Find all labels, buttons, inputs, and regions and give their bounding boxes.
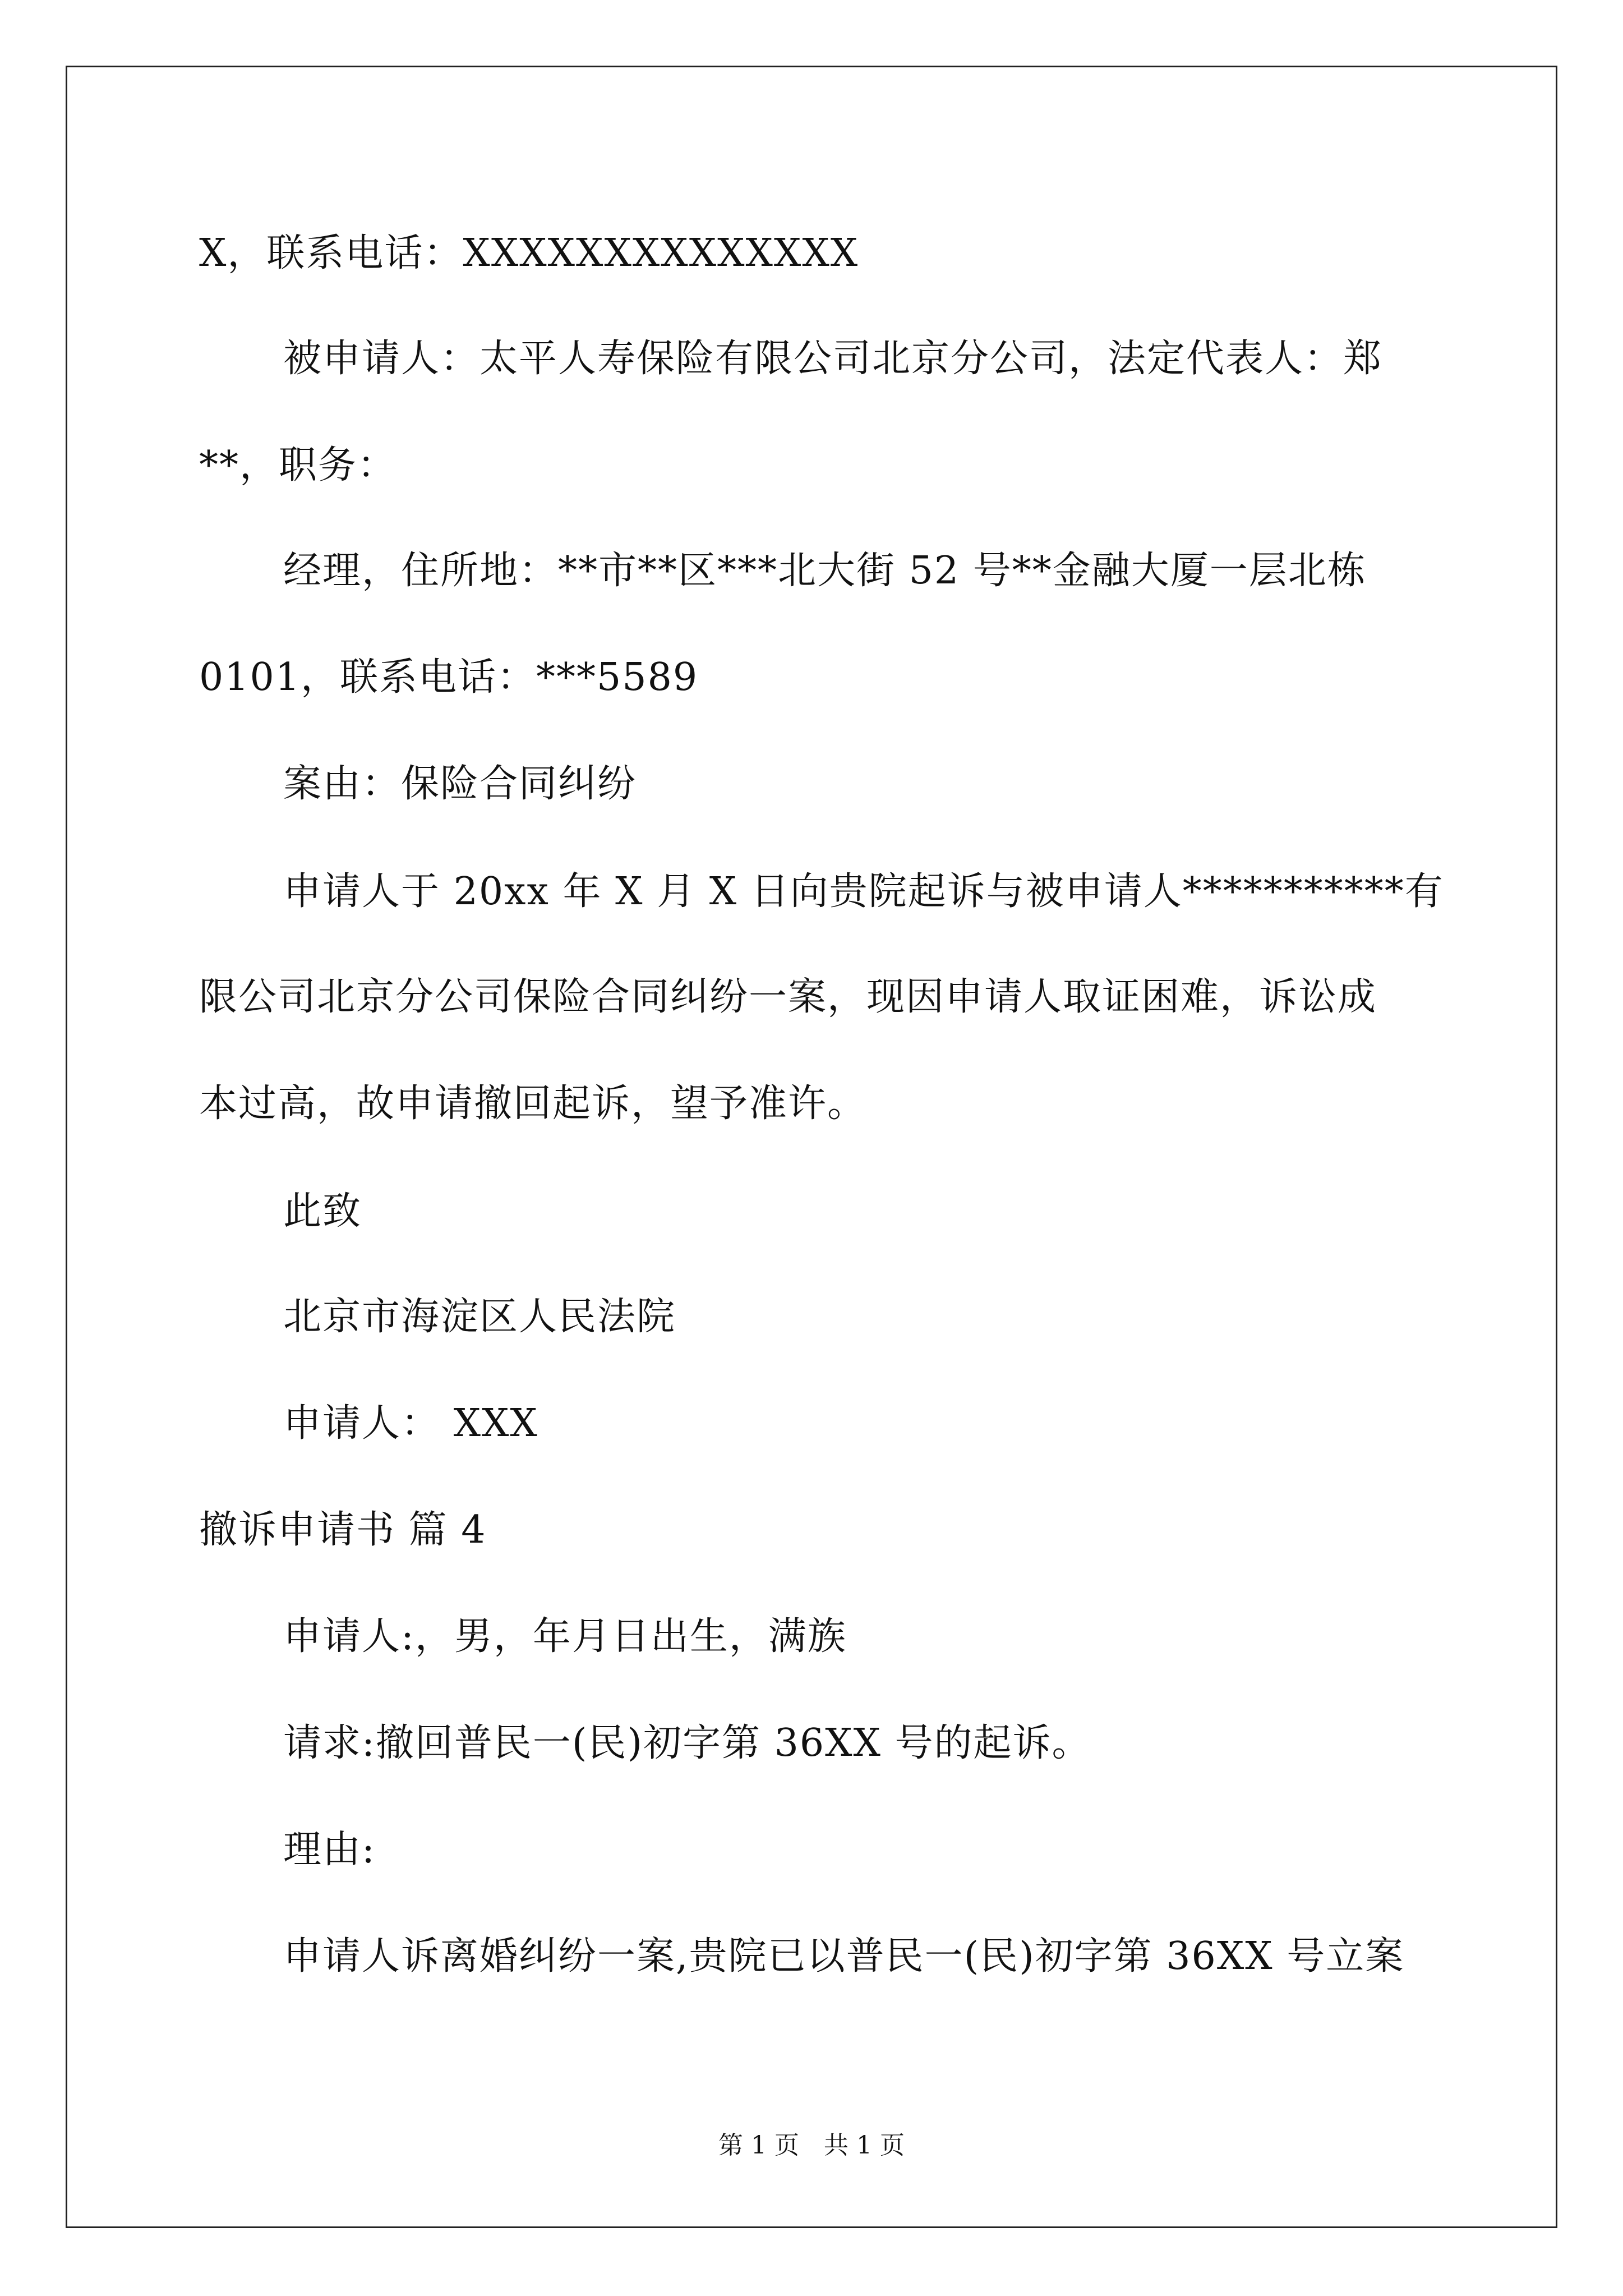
request-line: 请求:撤回普民一(民)初字第 36XX 号的起诉。 bbox=[283, 1721, 1091, 1765]
body-paragraph-line-3: 本过高，故申请撤回起诉，望予准许。 bbox=[199, 1082, 867, 1126]
applicant-signature-line: 申请人： XXX bbox=[283, 1401, 538, 1446]
court-name-line: 北京市海淀区人民法院 bbox=[283, 1295, 676, 1339]
reason-body-line: 申请人诉离婚纠纷一案,贵院已以普民一(民)初字第 36XX 号立案 bbox=[283, 1934, 1405, 1978]
phone-line: 0101，联系电话：***5589 bbox=[199, 655, 699, 700]
cause-line: 案由：保险合同纠纷 bbox=[283, 762, 637, 806]
page-footer: 第 1 页 共 1 页 bbox=[718, 2131, 905, 2160]
applicant-info-line: 申请人:，男，年月日出生，满族 bbox=[283, 1614, 847, 1659]
body-paragraph-line-2: 限公司北京分公司保险合同纠纷一案，现因申请人取证困难，诉讼成 bbox=[199, 975, 1377, 1019]
body-paragraph-line-1: 申请人于 20xx 年 X 月 X 日向贵院起诉与被申请人***********有 bbox=[283, 869, 1444, 914]
page-border bbox=[66, 66, 1557, 2228]
address-line: 经理，住所地：**市**区***北大街 52 号**金融大厦一层北栋 bbox=[283, 549, 1367, 593]
contact-line: X，联系电话：XXXXXXXXXXXXXX bbox=[199, 231, 859, 275]
section-heading: 撤诉申请书 篇 4 bbox=[199, 1508, 487, 1552]
reason-label-line: 理由: bbox=[283, 1828, 376, 1872]
respondent-line: 被申请人：太平人寿保险有限公司北京分公司，法定代表人：郑 bbox=[283, 337, 1383, 381]
salutation-line: 此致 bbox=[283, 1189, 362, 1234]
position-line: **，职务： bbox=[199, 443, 397, 487]
